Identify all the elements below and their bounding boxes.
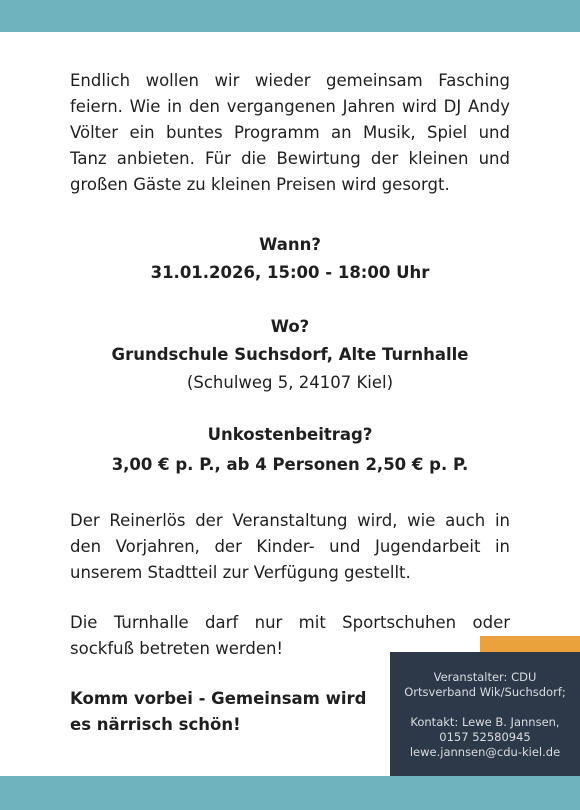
cost-section bbox=[70, 422, 510, 478]
gym-line: sockfuß betreten werden! bbox=[70, 639, 284, 658]
gym-line: Die Turnhalle darf nur mit Sportschuhen oder bbox=[70, 613, 510, 632]
where-address: (Schulweg 5, 24107 Kiel) bbox=[186, 373, 394, 392]
proceeds-line: unserem Stadtteil zur Verfügung gestellt. bbox=[70, 563, 411, 582]
flyer-content bbox=[70, 68, 510, 738]
proceeds-line: den Vorjahren, der Kinder- und Jugendarbeit in bbox=[70, 537, 510, 556]
closing-line: es närrisch schön! bbox=[70, 715, 241, 734]
organizer-line: Veranstalter: CDU bbox=[433, 670, 537, 684]
when-value: 31.01.2026, 15:00 - 18:00 Uhr bbox=[150, 263, 430, 282]
intro-line: großen Gäste zu kleinen Preisen wird gesorgt. bbox=[70, 175, 450, 194]
intro-line: Tanz anbieten. Für die Bewirtung der kleinen und bbox=[70, 149, 510, 168]
proceeds-paragraph bbox=[70, 508, 510, 586]
bottom-teal-bar bbox=[0, 776, 580, 810]
proceeds-line: Der Reinerlös der Veranstaltung wird, wie auch in bbox=[70, 511, 510, 530]
when-section bbox=[70, 232, 510, 286]
contact-phone: 0157 52580945 bbox=[439, 730, 531, 744]
cost-label: Unkostenbeitrag? bbox=[207, 425, 373, 444]
when-label: Wann? bbox=[259, 235, 321, 254]
top-teal-bar bbox=[0, 0, 580, 32]
where-value: Grundschule Suchsdorf, Alte Turnhalle bbox=[111, 345, 469, 364]
contact-email: lewe.jannsen@cdu-kiel.de bbox=[409, 745, 561, 759]
cost-value: 3,00 € p. P., ab 4 Personen 2,50 € p. P. bbox=[111, 455, 469, 474]
contact-name: Kontakt: Lewe B. Jannsen, bbox=[410, 715, 560, 729]
intro-line: Völter ein buntes Programm an Musik, Spiel und bbox=[70, 123, 510, 142]
orange-accent-bar bbox=[480, 636, 580, 652]
closing-line: Komm vorbei - Gemeinsam wird bbox=[70, 689, 367, 708]
where-section bbox=[70, 314, 510, 396]
organizer-line: Ortsverband Wik/Suchsdorf; bbox=[404, 685, 566, 699]
intro-paragraph bbox=[70, 68, 510, 198]
intro-line: Endlich wollen wir wieder gemeinsam Fasching bbox=[70, 71, 510, 90]
intro-line: feiern. Wie in den vergangenen Jahren wird DJ Andy bbox=[70, 97, 510, 116]
where-label: Wo? bbox=[270, 317, 310, 336]
organizer-box bbox=[390, 652, 580, 776]
